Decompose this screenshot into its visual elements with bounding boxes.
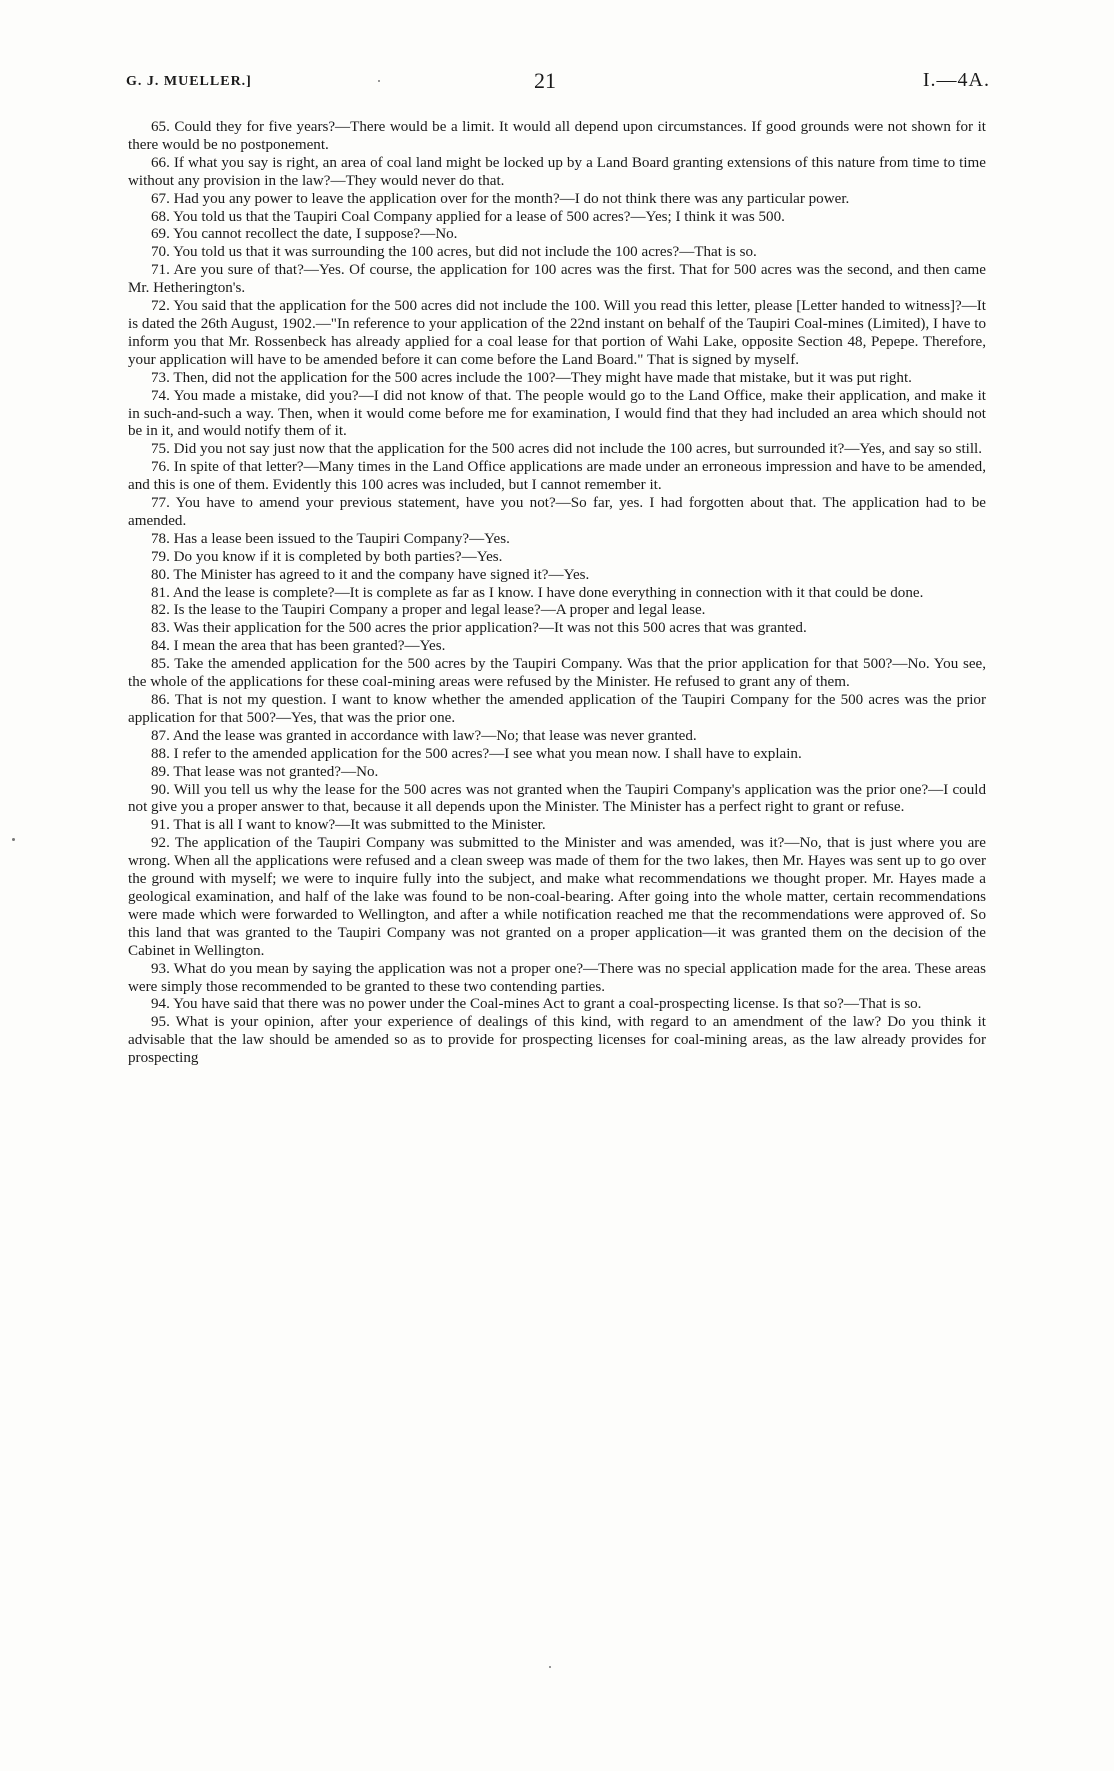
question-75: 75. Did you not say just now that the application for the 500 acres did not include the 100 acres, but surrounded it?—Yes, and say so still. (151, 441, 982, 458)
scan-speck (549, 1666, 551, 1668)
question-90: 90. Will you tell us why the lease for the 500 acres was not granted when the Taupiri Company's application was the prior one?—I could not give you a proper answer to that, because it all depends upon the Minister. The Minister has a perfect right to grant or refuse. (128, 781, 986, 816)
question-86: 86. That is not my question. I want to know whether the amended application of the Taupiri Company for the 500 acres was the prior application for that 500?—Yes, that was the prior one. (128, 692, 986, 726)
scan-speck (378, 80, 380, 82)
question-95: 95. What is your opinion, after your experience of dealings of this kind, with regard to an amendment of the law? Do you think it advisable that the law should be amended so as to provide for prospecting licenses for coal-mining areas, as the law already provides for prospecting (128, 1014, 986, 1067)
question-82: 82. Is the lease to the Taupiri Company a proper and legal lease?—A proper and legal lease. (151, 602, 706, 619)
question-74: 74. You made a mistake, did you?—I did not know of that. The people would go to the Land Office, make their application, and make it in such-and-such a way. Then, when it would come before me for examination, I would find that they had included an area which should not be in it, and would notify them of it. (128, 387, 986, 440)
question-93: 93. What do you mean by saying the application was not a proper one?—There was no special application made for the area. These areas were simply those recommended to be granted to these two contending parties. (128, 960, 986, 995)
question-87: 87. And the lease was granted in accordance with law?—No; that lease was never granted. (151, 727, 697, 744)
question-71: 71. Are you sure of that?—Yes. Of course, the application for 100 acres was the first. That for 500 acres was the second, and then came Mr. Hetherington's. (128, 262, 986, 297)
question-69: 69. You cannot recollect the date, I suppose?—No. (151, 226, 458, 243)
witness-name-header: G. J. MUELLER.] (126, 74, 252, 89)
question-67: 67. Had you any power to leave the application over for the month?—I do not think there was any particular power. (151, 190, 850, 207)
question-84: 84. I mean the area that has been granted?—Yes. (151, 638, 446, 655)
page-number: 21 (534, 68, 556, 93)
question-80: 80. The Minister has agreed to it and the company have signed it?—Yes. (151, 566, 590, 583)
question-94: 94. You have said that there was no power under the Coal-mines Act to grant a coal-prospecting license. Is that so?—That is so. (151, 996, 922, 1013)
question-76: 76. In spite of that letter?—Many times in the Land Office applications are made under an erroneous impression and have to be amended, and this is one of them. Evidently this 100 acres was included, but I cannot remember it. (128, 459, 986, 494)
testimony-body (128, 119, 986, 1068)
page-header (126, 68, 990, 98)
question-68: 68. You told us that the Taupiri Coal Company applied for a lease of 500 acres?—Yes; I think it was 500. (151, 208, 785, 225)
question-81: 81. And the lease is complete?—It is complete as far as I know. I have done everything in connection with it that could be done. (151, 584, 924, 601)
question-89: 89. That lease was not granted?—No. (151, 763, 379, 780)
question-85: 85. Take the amended application for the 500 acres by the Taupiri Company. Was that the prior application for that 500?—No. You see, the whole of the applications for these coal-mining areas were refused by the Minister. He refused to grant any of them. (128, 656, 986, 691)
question-77: 77. You have to amend your previous statement, have you not?—So far, yes. I had forgotten about that. The application had to be amended. (128, 495, 986, 529)
question-92: 92. The application of the Taupiri Company was submitted to the Minister and was amended, was it?—No, that is just where you are wrong. When all the applications were refused and a clean sweep was made of them for the two lakes, then Mr. Hayes was sent up to go over the ground with myself; we were to inquire fully into the subject, and make what recommendations we thought proper. Mr. Hayes made a geological examination, and half of the lake was found to be non-coal-bearing. After going into the whole matter, certain recommendations were made which were forwarded to Wellington, and after a while notification reached me that the recommendations were approved of. So this land that was granted to the Taupiri Company was not granted on a proper application—it was granted them on the decision of the Cabinet in Wellington. (128, 835, 986, 959)
question-70: 70. You told us that it was surrounding the 100 acres, but did not include the 100 acres?—That is so. (151, 244, 757, 261)
question-73: 73. Then, did not the application for the 500 acres include the 100?—They might have made that mistake, but it was put right. (151, 369, 912, 386)
question-79: 79. Do you know if it is completed by both parties?—Yes. (151, 548, 503, 565)
question-83: 83. Was their application for the 500 acres the prior application?—It was not this 500 acres that was granted. (151, 620, 807, 637)
question-88: 88. I refer to the amended application for the 500 acres?—I see what you mean now. I shall have to explain. (151, 745, 802, 762)
question-66: 66. If what you say is right, an area of coal land might be locked up by a Land Board granting extensions of this nature from time to time without any provision in the law?—They would never do that. (128, 154, 986, 189)
paper-reference: I.—4A. (922, 69, 990, 91)
question-72: 72. You said that the application for the 500 acres did not include the 100. Will you read this letter, please [Letter handed to witness]?—It is dated the 26th August, 1902.—"In reference to your application of the 22nd instant on behalf of the Taupiri Coal-mines (Limited), I have to inform you that Mr. Rossenbeck has already applied for a coal lease for that portion of Wahi Lake, opposite Section 48, Pepepe. Therefore, your application will have to be amended before it can come before the Land Board." That is signed by myself. (128, 298, 986, 368)
question-65: 65. Could they for five years?—There would be a limit. It would all depend upon circumstances. If good grounds were not shown for it there would be no postponement. (128, 119, 986, 153)
question-78: 78. Has a lease been issued to the Taupiri Company?—Yes. (151, 530, 510, 547)
question-91: 91. That is all I want to know?—It was submitted to the Minister. (151, 817, 546, 834)
scan-speck (12, 838, 15, 841)
